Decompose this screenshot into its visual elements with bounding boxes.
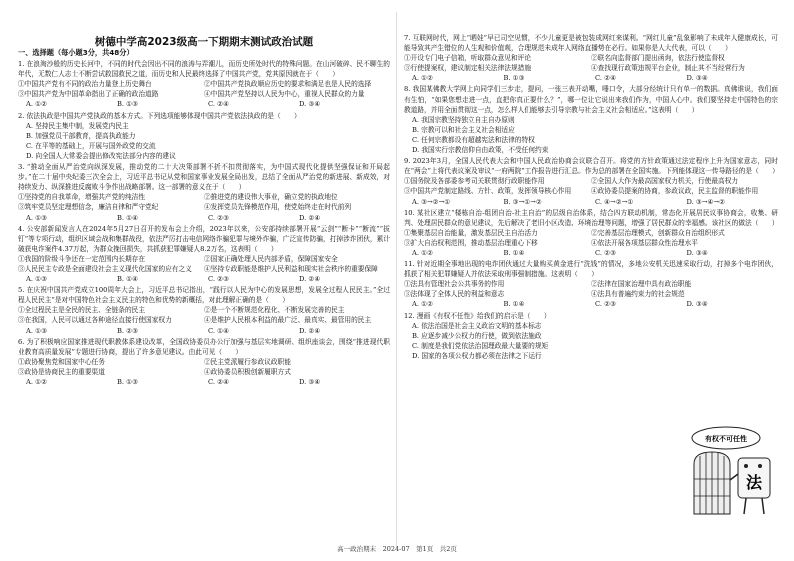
answer-choice: A. ①②: [26, 100, 48, 109]
statement-option: ③法体现了全体人民的利益和意志: [404, 290, 505, 299]
question-1: [18, 59, 390, 109]
answer-choice: D. ③④: [299, 100, 321, 109]
answer-choice: A. ①③: [26, 275, 48, 284]
answer-choice: C. ②③: [208, 213, 230, 222]
answer-choice: B. 加强党员干部教育，提高执政能力: [26, 131, 136, 140]
statement-option: ④坚持专政职能是维护人民利益和现实社会秩序的重要保障: [204, 264, 378, 273]
answer-choice: D. ②④: [299, 326, 321, 335]
statement-option: ①国务院及各部委参考司关联贯彻行政职能作用: [404, 177, 545, 186]
answer-choice: A. ①②: [412, 248, 434, 257]
statement-option: ③中国共产党制定路线、方针、政策，发挥领导核心作用: [404, 187, 572, 196]
statement-option: ③扩大自治权利范围，推动基层治理重心下移: [404, 238, 538, 247]
cartoon-law-sign: 法: [745, 473, 763, 492]
answer-choice: C. ②③: [595, 248, 617, 257]
answer-choice: B. ①④: [503, 300, 525, 309]
statement-option: ③筑牢党员坚定理想信念，廉洁自律和严守党纪: [18, 203, 159, 212]
answer-choice: D. ③④: [686, 74, 708, 83]
answer-choice: D. ③④: [686, 248, 708, 257]
answer-choice: D. ②④: [299, 275, 321, 284]
page-footer: 高一政治期末 2024-07 第1页 共2页: [337, 545, 457, 553]
column-divider: [396, 12, 397, 547]
statement-option: ②完善基层治理模式，创新群众自治组织形式: [591, 228, 725, 237]
answer-choice: A. ①③: [26, 326, 48, 335]
answer-choice: B. 宗教可以和社会主义社会相适应: [412, 125, 515, 134]
statement-option: ②国家正确处理人民内部矛盾，保障国家安全: [204, 254, 338, 263]
statement-option: ②民主党派履行参政议政职能: [204, 357, 291, 366]
answer-choice: C. ②③: [595, 300, 617, 309]
cartoon-power-not-willful: [676, 424, 780, 522]
statement-option: ①坚持党的自我革命，增强共产党的纯洁性: [18, 193, 146, 202]
answer-choice: B. ①③: [503, 74, 525, 83]
cartoon-bubble-text: 有权不可任性: [705, 435, 747, 443]
statement-option: ③中国共产党为中国革命指出了正确的政治道路: [18, 90, 159, 99]
statement-option: ①政协聚焦党和国家中心任务: [18, 357, 105, 366]
answer-choice: C. ④→②→①: [595, 197, 634, 206]
question-4: [18, 224, 390, 285]
answer-choice: D. ②④: [299, 213, 321, 222]
right-column: [404, 32, 778, 361]
question-stem: 4. 公安部新闻发言人在2024年5月27日召开的发布会上介绍，2023年以来，公安部持续部署开展“云剑”“断卡”“断流”“拔钉”等专项行动，组织区域会战和集群战役，依法严厉打击电信网络诈骗犯罪与境外诈骗，广泛宣传防骗，打掉涉诈团伙，累计破获电诈案件4.37万起，为群众挽回损失，共抓获犯罪嫌疑人8.2万名，这表明（ ）: [18, 224, 390, 253]
question-stem: 3. “推动全面从严治党向纵深发展，推动党的二十大决策部署不折不扣贯彻落实，为中国式现代化提供坚强保证和开局起步。”在二十届中央纪委三次全会上，习近平总书记从党和国家事业发展全局出发，总结了全面从严治党的新进展、新成效，对持续发力、纵深推进反腐败斗争作出战略部署。这一部署的意义在于（ ）: [18, 163, 390, 192]
answer-choice: A. 依法治国是社会主义政治文明的基本标志: [412, 321, 542, 330]
statement-option: ①法具有管理社会公共事务的作用: [404, 280, 505, 289]
question-7: [404, 33, 778, 83]
statement-option: ④依法开展各项基层群众性治理水平: [591, 238, 698, 247]
statement-option: ③行使提案权，建议制定相关法律法规措施: [404, 64, 532, 73]
answer-choice: B. ①④: [503, 248, 525, 257]
answer-choice: C. ①④: [208, 326, 230, 335]
answer-choice: B. ①④: [117, 275, 139, 284]
question-stem: 11. 针对近期全事地出现的电诈团伙通过大量购买黄金进行“洗钱”的情况，多地公安机关迅速采取行动，打掉多个电诈团伙，抓获了相关犯罪嫌疑人并依法采取刑事强制措施。这表明（ ）: [404, 260, 778, 279]
statement-option: ①我国的阶级斗争还在一定范围内长期存在: [18, 254, 146, 263]
answer-choice: A. ①③: [26, 213, 48, 222]
statement-option: ③人民民主专政是全面建设社会主义现代化国家的应有之义: [18, 264, 192, 273]
statement-option: ④是维护人民根本利益的最广泛、最真实、最管用的民主: [204, 316, 372, 325]
statement-option: ①开设专门电子信箱，听取群众意见和评论: [404, 54, 532, 63]
answer-choice: C. ②④: [208, 378, 230, 386]
question-8: [404, 84, 778, 155]
answer-choice: A. ①②: [412, 300, 434, 309]
statement-option: ①全过程民主是全民的民主、全链条的民主: [18, 306, 146, 315]
answer-choice: D. 国家的各项公权力都必须在法律之下运行: [412, 351, 542, 360]
question-stem: 12. 漫画《有权不任性》给我们的启示是（ ）: [404, 311, 551, 320]
statement-option: ④政协委员提案的协商，参政议政，民主监督的职能作用: [591, 187, 759, 196]
answer-choice: D. 我国实行宗教信仰自由政策，不受任何约束: [412, 146, 549, 155]
question-stem: 5. 在庆祝中国共产党成立100周年大会上，习近平总书记指出，“践行以人民为中心的发展思想，发展全过程人民民主。”全过程人民民主”是对中国特色社会主义民主的特色和优势的新概括，对此理解正确的是（ ）: [18, 286, 390, 305]
statement-option: ④政协委员积极创新履职方式: [204, 367, 291, 376]
statement-option: ②中国共产党执政顺应历史的要求和满足也是人民的选择: [204, 80, 372, 89]
statement-option: ①中国共产党有不同的政治力量登上历史舞台: [18, 80, 152, 89]
question-9: [404, 156, 778, 206]
question-stem: 8. 我国某佛教大学网上向同学们三步走，提问，一张三表开动嘴，唾口令，大部分经统计只有单一的数据。真佛谁说，我们面有生怕，“如果您想走进一点，直把你真正要什么？”，哪一位让它说出来我们作为，中国人心中。我们要坚持走中国特色的宗教道路，并用全面贯彻这一点，怎么样人们能够去引导宗教与社会主义社会相适应。”这表明（ ）: [404, 85, 778, 114]
answer-choice: D. ③④: [686, 300, 708, 309]
statement-option: ③在我国，人民可以通过各种途径直接行使国家权力: [18, 316, 172, 325]
answer-choice: B. 应逐步减少公权力的行使，做到依法施政: [412, 331, 542, 340]
question-11: [404, 259, 778, 309]
answer-choice: A. 我国宗教坚持独立自主自办原则: [412, 115, 515, 124]
answer-choice: C. ②④: [595, 74, 617, 83]
answer-choice: C. 在平等的基础上，开展与国外政党的交流: [26, 141, 156, 150]
statement-option: ④法具有普遍约束力的社会规范: [591, 290, 685, 299]
answer-choice: B. ③→①→②: [503, 197, 542, 206]
answer-choice: B. ①④: [117, 213, 139, 222]
statement-option: ②联名向监督部门提出函询，依法行使监督权: [591, 54, 725, 63]
question-stem: 1. 在浪淘沙般的历史长河中，不同的时代会因出不同的浪涛与弄潮儿，而历史所处时代的特殊问题。在山河破碎、民不聊生的年代，无数仁人志士不断尝试救国救民之道，而历史和人民最终选择了中国共产党，党其原因就在于（ ）: [18, 60, 390, 79]
statement-option: ④发挥党员先锋模范作用，使党始终走在时代前列: [204, 203, 352, 212]
question-3: [18, 162, 390, 223]
statement-option: ③政协是协商民主的重要渠道: [18, 367, 105, 376]
statement-option: ②法律在国家治理中具有政治职能: [591, 280, 692, 289]
answer-choice: B. ②③: [117, 326, 139, 335]
question-6: [18, 337, 390, 387]
answer-choice: A. 坚持民主集中制，发展党内民主: [26, 121, 129, 130]
answer-choice: C. ②④: [208, 100, 230, 109]
statement-option: ②是一个不断规范化程化、不断发展完善的民主: [204, 306, 345, 315]
question-stem: 9. 2023年3月，全国人民代表大会和中国人民政治协商会议联合召开。将党的方针政策通过法定程序上升为国家意志，同时在“两会”上将代表议案及审议“一府两院”工作报告进行汇总。作为总的部署在全国实施。下列能体现这一传导路径的是（ ）: [404, 157, 779, 176]
answer-choice: C. ②③: [208, 275, 230, 284]
statement-option: ②全国人大作为最高国家权力机关，行使最高权力: [591, 177, 739, 186]
answer-choice: C. 制度是我们党依法治国理政最大量要的规矩: [412, 341, 549, 350]
answer-choice: D. 向全国人大常委会提出修改宪法部分内容的建议: [26, 151, 176, 160]
question-2: [18, 111, 390, 161]
question-5: [18, 285, 390, 335]
answer-choice: B. ①③: [117, 100, 139, 109]
left-column: [18, 32, 390, 387]
answer-choice: D. ③→④→②: [686, 197, 726, 206]
exam-title: 树德中学高2023级高一下期期末测试政治试题: [94, 36, 314, 48]
statement-option: ②推进党的建设伟大事业，确立党的执政地位: [204, 193, 338, 202]
answer-choice: B. ①③: [117, 378, 139, 386]
statement-option: ①集聚基层自治能量，激发基层民主自治活力: [404, 228, 538, 237]
question-stem: 6. 为了积极响应国家推进现代职教体系建设改革，全国政协委员办公厅加强与基层实地调研、组织座谈会，围绕“推进现代职业教育高质量发展”专题进行协商，提出了许多意见建议。由此可见（ ）: [18, 337, 390, 356]
answer-choice: D. ③④: [299, 378, 321, 386]
question-12: [404, 311, 672, 361]
answer-choice: A. ①②: [412, 74, 434, 83]
section-heading: 一、选择题（每小题3分，共48分）: [18, 48, 134, 57]
question-stem: 7. 互联网时代，网上“晒娃”早已司空见惯，不少儿童更是被包装成网红来谋利。“网红儿童”乱象影响了未成年人健康成长，可能导致其产生错位的人生观和价值观，合理规范未成年人网络直播势在必行。如果你是人大代表，可以（ ）: [404, 34, 778, 53]
answer-choice: A. ①②: [26, 378, 48, 386]
answer-choice: C. 任何宗教都设有超越宪法和法律的特权: [412, 135, 535, 144]
question-stem: 10. 某社区建立“楼栋自治-组团自治-社主自治”的层级自治体系，结合四方联动机制，常态化开展居民议事协商会，收集、研判、处理居民群众的意见建议，先后解决了老旧小区改造、环境治理等问题，增强了居民群众的幸福感。该社区的做法（ ）: [404, 208, 779, 227]
statement-option: ④查找现行政策违规平台企业，制止其不当经营行为: [591, 64, 745, 73]
answer-choice: A. ③→②→①: [412, 197, 451, 206]
statement-option: ④中国共产党坚持以人民为中心，重视人民群众的力量: [204, 90, 365, 99]
question-stem: 2. 依法执政是中国共产党执政的基本方式。下列选项能够体现中国共产党依法执政的是（ ）: [18, 111, 301, 120]
question-10: [404, 208, 778, 258]
